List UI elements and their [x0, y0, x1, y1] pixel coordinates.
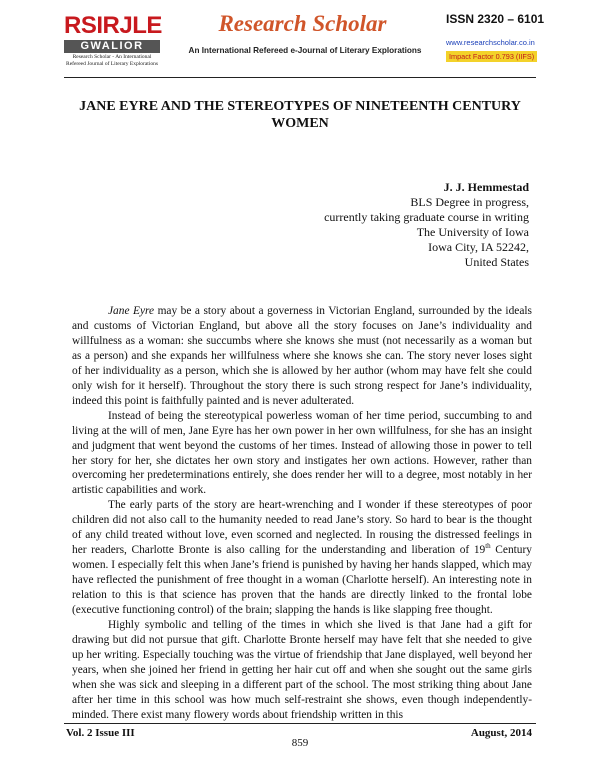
- paragraph: [72, 498, 532, 618]
- journal-subtitle: An International Refereed e-Journal of Literary Explorations: [188, 46, 422, 55]
- journal-title: Research Scholar: [218, 11, 387, 36]
- logo-sub-line2: Refereed Journal of Literary Explorations: [66, 60, 158, 67]
- author-course: currently taking graduate course in writing: [324, 210, 529, 224]
- paper-title-line2: WOMEN: [271, 116, 329, 131]
- author-block: [324, 180, 529, 270]
- journal-logo: [64, 13, 160, 67]
- author-country: United States: [464, 255, 529, 269]
- issn: ISSN 2320 – 6101: [446, 12, 545, 26]
- logo-band: GWALIOR: [64, 40, 160, 53]
- paragraph-text: The early parts of the story are heart-wrenching and I wonder if these stereotypes of poor children did not also call to the humanity needed to read Jane’s story. So hard to bear is the thought of any child treated without love, even scorned and neglected. In rousing the distressed feelings in her readers, Charlotte Bronte is also calling for the understanding and liberation of 19: [72, 499, 532, 557]
- issue-date: August, 2014: [470, 727, 532, 739]
- website-link[interactable]: www.researchscholar.co.in: [446, 38, 535, 47]
- paragraph: Instead of being the stereotypical powerless woman of her time period, succumbing to and living at the will of men, Jane Eyre has her own power in her own willfulness, for she has an insight and judgment that went beyond the customs of her times. Instead of allowing those in power to tell her story for her, she dictates her own story and instigates her own actions. However, rather than overcoming her predeterminations entirely, she does render her will to a degree, most notably in her artistic capabilities and work.: [72, 409, 532, 497]
- footer-divider: [64, 723, 536, 724]
- superscript: th: [485, 542, 491, 551]
- author-degree: BLS Degree in progress,: [410, 195, 529, 209]
- paragraph: Highly symbolic and telling of the times in which she lived is that Jane had a gift for drawing but did not pursue that gift. Charlotte Bronte herself may have felt that she needed to give up her writing. Especially touching was the virtue of friendship that Jane displayed, well beyond her years, when she joined her friend in getting her hair cut off and when she sought out the same girls when she was sick and sleeping in a different part of the school. The most striking thing about Jane after her time in this school was how much self-restraint she shows, even though independently-minded. There exist many flowery words about friendship written in this: [72, 619, 532, 721]
- logo-subtitle: [64, 54, 160, 67]
- impact-factor-badge: Impact Factor 0.793 (IIFS): [446, 51, 537, 62]
- paragraph: [72, 304, 532, 409]
- author-university: The University of Iowa: [416, 225, 529, 239]
- author-city: Iowa City, IA 52242,: [428, 240, 529, 254]
- volume-issue: Vol. 2 Issue III: [66, 727, 135, 739]
- paragraph-text: Century women. I especially felt this when Jane’s friend is punished by having her hands slapped, which may have reflected the punishment of free thought in a woman (Charlotte herself). An interesting note in relation to this is that science has proven that the hands are directly linked to the frontal lobe (executive functioning control) of the brain; slapping the hands is like slapping free thought.: [72, 544, 532, 617]
- page-number: 859: [291, 737, 309, 749]
- author-name: J. J. Hemmestad: [443, 180, 529, 194]
- paragraph-lead-italic: Jane Eyre: [108, 305, 155, 317]
- logo-acronym: RSIRJLE: [64, 12, 162, 39]
- paragraph-text: may be a story about a governess in Victorian England, surrounded by the ideals and customs of Victorian England, but above all the story focuses on Jane’s individuality and willfulness as a woman: she succumbs where she knows she must (not necessarily as a woman but as a person) and she expands her willfulness where she knows she can. The story never loses sight of her individuality as a person, which she is allowed by her author (whom may have felt she could only wish for it herself). Throughout the story there is such strong respect for Jane’s individuality, indeed this point is faithfully painted and is never adulterated.: [72, 305, 532, 407]
- logo-sub-line1: Research Scholar - An International: [72, 54, 152, 60]
- paper-title-line1: JANE EYRE AND THE STEREOTYPES OF NINETEENTH CENTURY: [79, 99, 521, 114]
- header-divider: [64, 77, 536, 78]
- article-body: [72, 304, 532, 723]
- paper-title: [70, 98, 530, 132]
